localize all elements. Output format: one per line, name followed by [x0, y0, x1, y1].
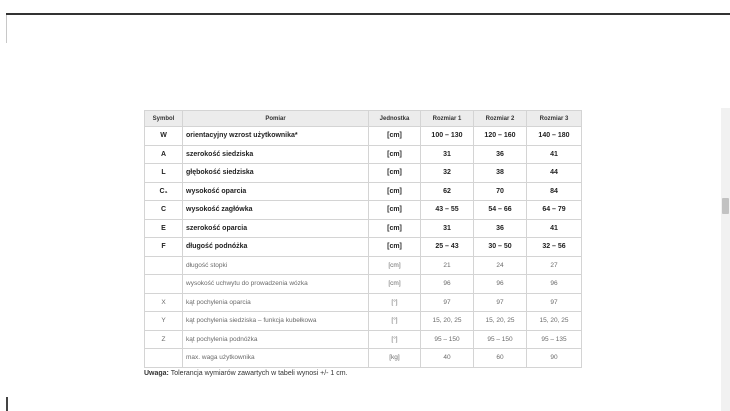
cell-rozmiar-3: 41 [527, 219, 582, 238]
table-row [145, 256, 582, 275]
cell-symbol: L [145, 164, 183, 183]
cell-rozmiar-1: 100 – 130 [421, 127, 474, 146]
cell-rozmiar-3: 44 [527, 164, 582, 183]
cell-pomiar: szerokość oparcia [183, 219, 369, 238]
cell-jednostka: [cm] [369, 127, 421, 146]
table-row [145, 164, 582, 183]
header-symbol: Symbol [145, 111, 183, 127]
cell-rozmiar-2: 30 – 50 [474, 238, 527, 257]
cell-jednostka: [°] [369, 293, 421, 312]
cell-symbol: Z [145, 330, 183, 349]
cell-rozmiar-2: 60 [474, 349, 527, 368]
cell-rozmiar-2: 38 [474, 164, 527, 183]
cell-symbol [145, 275, 183, 294]
cell-rozmiar-1: 15, 20, 25 [421, 312, 474, 331]
tolerance-note [144, 370, 348, 377]
cell-rozmiar-3: 97 [527, 293, 582, 312]
cell-rozmiar-1: 95 – 150 [421, 330, 474, 349]
cell-pomiar: wysokość zagłówka [183, 201, 369, 220]
cell-rozmiar-3: 95 – 135 [527, 330, 582, 349]
cell-rozmiar-2: 24 [474, 256, 527, 275]
table-row [145, 219, 582, 238]
cell-symbol [145, 349, 183, 368]
cell-rozmiar-1: 43 – 55 [421, 201, 474, 220]
table-row [145, 145, 582, 164]
cell-symbol: X [145, 293, 183, 312]
top-divider [6, 13, 730, 15]
table-row [145, 127, 582, 146]
header-rozmiar-1: Rozmiar 1 [421, 111, 474, 127]
cell-pomiar: głębokość siedziska [183, 164, 369, 183]
cell-symbol: Y [145, 312, 183, 331]
table-row [145, 182, 582, 201]
table-row [145, 238, 582, 257]
cell-symbol: W [145, 127, 183, 146]
cell-jednostka: [cm] [369, 238, 421, 257]
cell-rozmiar-2: 97 [474, 293, 527, 312]
cell-rozmiar-3: 41 [527, 145, 582, 164]
cell-rozmiar-3: 90 [527, 349, 582, 368]
cell-pomiar: kąt pochylenia oparcia [183, 293, 369, 312]
table-row [145, 330, 582, 349]
cell-rozmiar-2: 36 [474, 219, 527, 238]
cell-symbol: C₁ [145, 182, 183, 201]
table-header-row [145, 111, 582, 127]
cell-pomiar: długość podnóżka [183, 238, 369, 257]
scrollbar-track[interactable] [721, 108, 730, 411]
cell-rozmiar-3: 64 – 79 [527, 201, 582, 220]
cell-symbol: A [145, 145, 183, 164]
table-body [145, 127, 582, 368]
cell-rozmiar-1: 32 [421, 164, 474, 183]
cell-pomiar: kąt pochylenia podnóżka [183, 330, 369, 349]
cell-rozmiar-1: 31 [421, 145, 474, 164]
cell-jednostka: [°] [369, 330, 421, 349]
cell-rozmiar-1: 96 [421, 275, 474, 294]
table-row [145, 293, 582, 312]
cell-symbol: C [145, 201, 183, 220]
cell-pomiar: wysokość uchwytu do prowadzenia wózka [183, 275, 369, 294]
cell-rozmiar-3: 15, 20, 25 [527, 312, 582, 331]
cell-rozmiar-2: 54 – 66 [474, 201, 527, 220]
cell-pomiar: szerokość siedziska [183, 145, 369, 164]
cell-pomiar: max. waga użytkownika [183, 349, 369, 368]
cell-jednostka: [cm] [369, 219, 421, 238]
cell-rozmiar-3: 27 [527, 256, 582, 275]
cell-rozmiar-3: 84 [527, 182, 582, 201]
cell-jednostka: [cm] [369, 145, 421, 164]
cell-jednostka: [kg] [369, 349, 421, 368]
cell-symbol: F [145, 238, 183, 257]
cell-rozmiar-2: 15, 20, 25 [474, 312, 527, 331]
cell-jednostka: [cm] [369, 275, 421, 294]
cell-rozmiar-3: 96 [527, 275, 582, 294]
header-jednostka: Jednostka [369, 111, 421, 127]
text-cursor [6, 397, 8, 411]
cell-rozmiar-1: 25 – 43 [421, 238, 474, 257]
header-rozmiar-3: Rozmiar 3 [527, 111, 582, 127]
cell-jednostka: [°] [369, 312, 421, 331]
cell-symbol: E [145, 219, 183, 238]
cell-pomiar: kąt pochylenia siedziska – funkcja kubełkowa [183, 312, 369, 331]
cell-rozmiar-1: 31 [421, 219, 474, 238]
dimensions-table [144, 110, 582, 368]
cell-rozmiar-1: 97 [421, 293, 474, 312]
table-row [145, 349, 582, 368]
scrollbar-thumb[interactable] [722, 198, 729, 214]
cell-rozmiar-2: 70 [474, 182, 527, 201]
header-pomiar: Pomiar [183, 111, 369, 127]
table-row [145, 312, 582, 331]
header-rozmiar-2: Rozmiar 2 [474, 111, 527, 127]
cell-jednostka: [cm] [369, 164, 421, 183]
cell-pomiar: długość stopki [183, 256, 369, 275]
cell-jednostka: [cm] [369, 256, 421, 275]
cell-rozmiar-3: 140 – 180 [527, 127, 582, 146]
cell-rozmiar-2: 96 [474, 275, 527, 294]
cell-rozmiar-1: 62 [421, 182, 474, 201]
cell-rozmiar-3: 32 – 56 [527, 238, 582, 257]
note-text: Tolerancja wymiarów zawartych w tabeli wynosi +/- 1 cm. [168, 370, 348, 377]
cell-rozmiar-2: 120 – 160 [474, 127, 527, 146]
table-row [145, 201, 582, 220]
cell-rozmiar-2: 36 [474, 145, 527, 164]
cell-jednostka: [cm] [369, 201, 421, 220]
cell-rozmiar-1: 21 [421, 256, 474, 275]
cell-pomiar: wysokość oparcia [183, 182, 369, 201]
cell-pomiar: orientacyjny wzrost użytkownika* [183, 127, 369, 146]
cell-jednostka: [cm] [369, 182, 421, 201]
left-edge-line [6, 15, 7, 43]
cell-symbol [145, 256, 183, 275]
cell-rozmiar-1: 40 [421, 349, 474, 368]
note-label: Uwaga: [144, 370, 169, 377]
cell-rozmiar-2: 95 – 150 [474, 330, 527, 349]
table-row [145, 275, 582, 294]
